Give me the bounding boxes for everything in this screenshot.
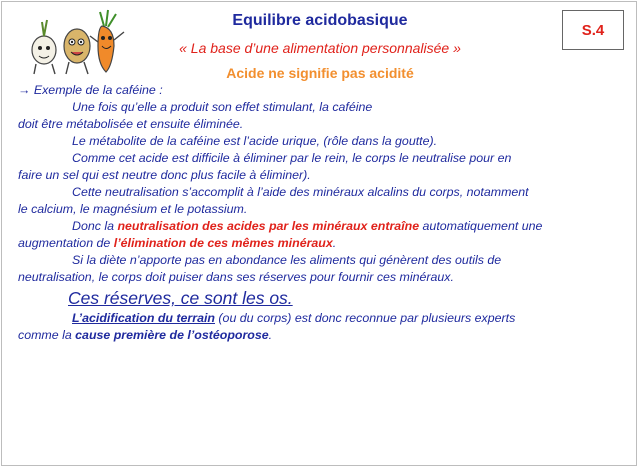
arrow-icon: → [18, 83, 31, 97]
slide-number-badge [562, 10, 624, 50]
paragraph-5a: Donc la neutralisation des acides par les minéraux entraîne automatiquement une [72, 219, 543, 233]
paragraph-3a: Comme cet acide est difficile à éliminer par le rein, le corps le neutralise pour en [72, 151, 512, 165]
page-subtitle: « La base d’une alimentation personnalisée » [179, 40, 461, 56]
highlight-osteoporose: cause première de l’ostéoporose [75, 328, 269, 342]
paragraph-1b: doit être métabolisée et ensuite éliminée. [18, 117, 244, 131]
intro-line: → Exemple de la caféine : [18, 83, 163, 97]
highlight-neutralisation: neutralisation des acides par les minéraux entraîne [117, 219, 420, 233]
body-text [18, 82, 626, 344]
paragraph-1a: Une fois qu’elle a produit son effet stimulant, la caféine [72, 100, 373, 114]
paragraph-4a: Cette neutralisation s’accomplit à l’aide des minéraux alcalins du corps, notamment [72, 185, 529, 199]
highlight-elimination: l’élimination de ces mêmes minéraux [113, 236, 333, 250]
paragraph-7b: comme la cause première de l’ostéoporose. [18, 328, 273, 342]
reserves-statement: Ces réserves, ce sont les os. [68, 288, 293, 308]
paragraph-3b: faire un sel qui est neutre donc plus facile à éliminer). [18, 168, 311, 182]
paragraph-4b: le calcium, le magnésium et le potassium. [18, 202, 248, 216]
paragraph-7a: L’acidification du terrain (ou du corps) est donc reconnue par plusieurs experts [72, 311, 516, 325]
paragraph-6b: neutralisation, le corps doit puiser dans ses réserves pour fournir ces minéraux. [18, 270, 454, 284]
paragraph-2: Le métabolite de la caféine est l’acide urique, (rôle dans la goutte). [72, 134, 438, 148]
slide-number: S.4 [581, 21, 605, 39]
section-heading: Acide ne signifie pas acidité [226, 65, 414, 81]
paragraph-5b: augmentation de l’élimination de ces mêmes minéraux. [18, 236, 337, 250]
highlight-acidification: L’acidification du terrain [72, 311, 215, 325]
page-title: Equilibre acidobasique [232, 12, 408, 29]
paragraph-6a: Si la diète n’apporte pas en abondance les aliments qui génèrent des outils de [72, 253, 502, 267]
